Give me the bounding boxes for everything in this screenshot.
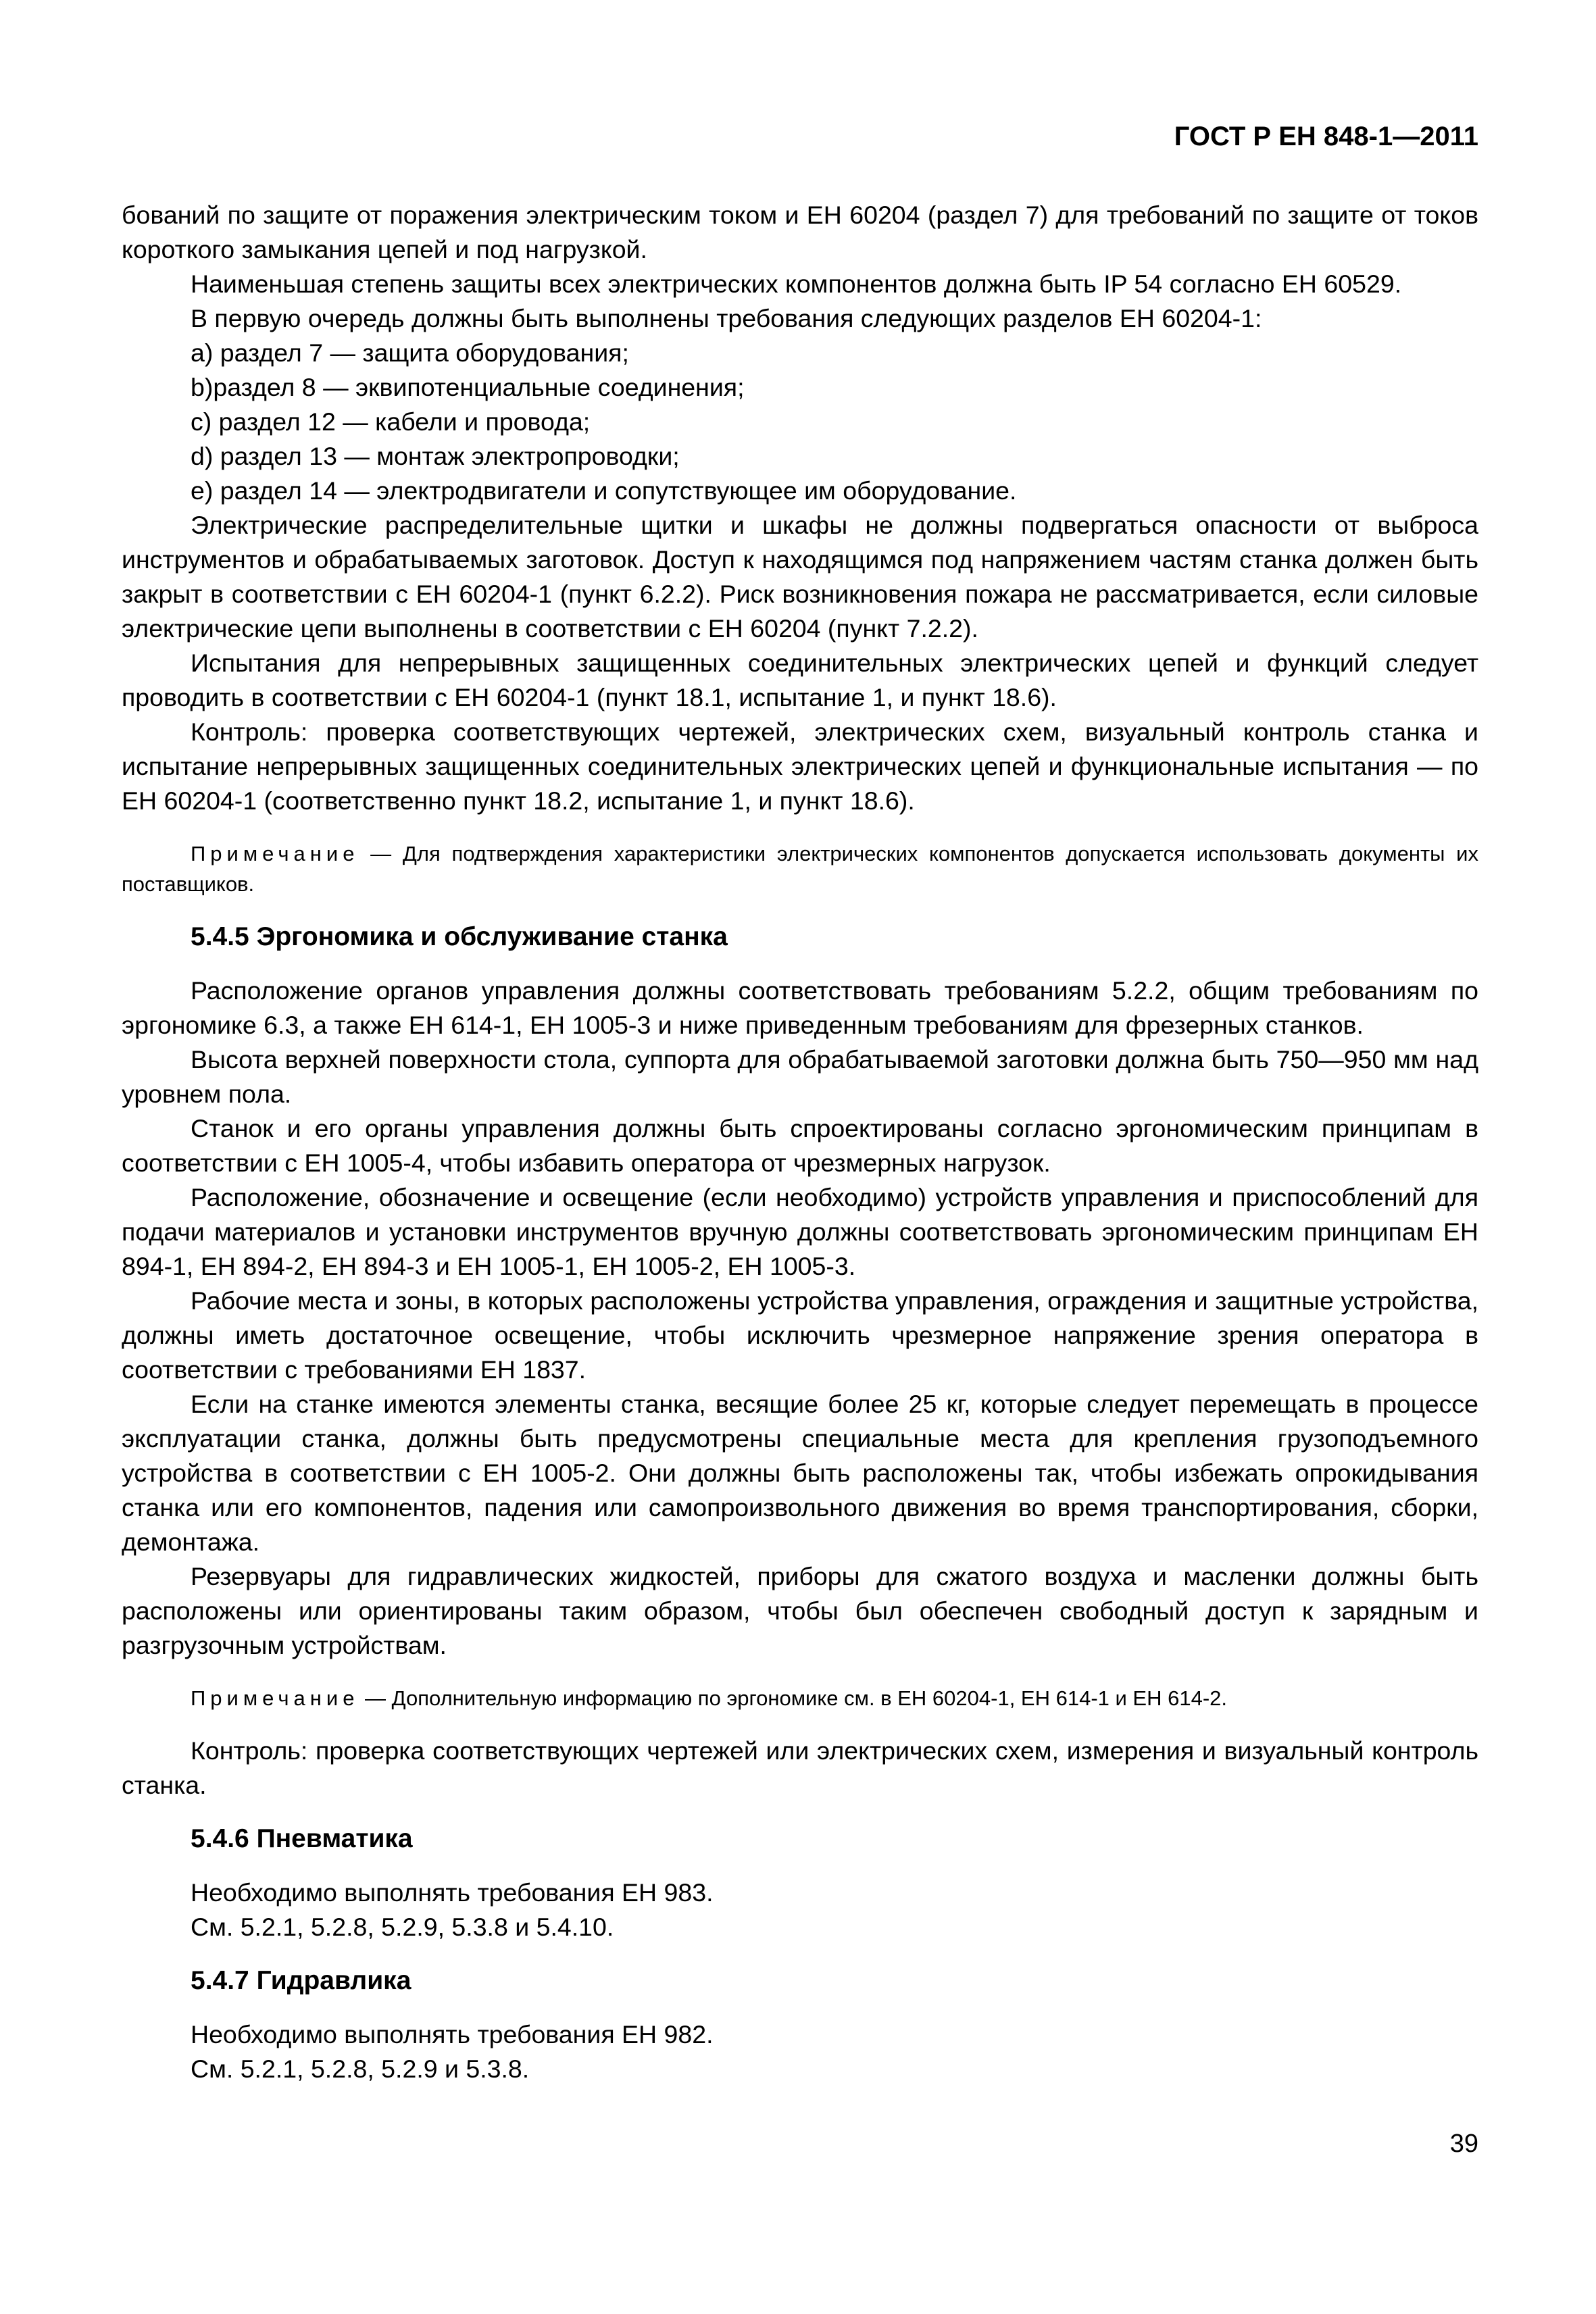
section-heading: 5.4.5 Эргономика и обслуживание станка xyxy=(191,922,728,951)
list-item: d) раздел 13 — монтаж электропроводки; xyxy=(191,442,680,470)
paragraph: Расположение органов управления должны соответствовать требованиям 5.2.2, общим требованиям по эргономике 6.3, а также ЕН 614-1, ЕН 1005-3 и ниже приведенным требованиям для фрезерных станков. xyxy=(122,976,1478,1039)
paragraph: В первую очередь должны быть выполнены требования следующих разделов ЕН 60204-1: xyxy=(191,304,1262,332)
paragraph: Если на станке имеются элементы станка, весящие более 25 кг, которые следует перемещать в процессе эксплуатации станка, должны быть предусмотрены специальные места для крепления грузоподъемного устройства в соответствии с ЕН 1005-2. Они должны быть расположены так, чтобы избежать опрокидывания станка или его компонентов, падения или самопроизвольного движения во время транспортирования, сборки, демонтажа. xyxy=(122,1390,1478,1556)
paragraph: Необходимо выполнять требования ЕН 983. xyxy=(191,1878,714,1907)
paragraph: Контроль: проверка соответствующих чертежей, электрических схем, визуальный контроль станка и испытание непрерывных защищенных соединительных электрических цепей и функциональные испытания — по ЕН 60204-1 (соответственно пункт 18.2, испытание 1, и пункт 18.6). xyxy=(122,718,1478,815)
paragraph: См. 5.2.1, 5.2.8, 5.2.9 и 5.3.8. xyxy=(191,2055,530,2083)
paragraph: Расположение, обозначение и освещение (если необходимо) устройств управления и приспособлений для подачи материалов и установки инструментов вручную должны соответствовать эргономическим принципам ЕН 894-1, ЕН 894-2, ЕН 894-3 и ЕН 1005-1, ЕН 1005-2, ЕН 1005-3. xyxy=(122,1183,1478,1280)
page-body xyxy=(122,198,1478,2086)
paragraph: Контроль: проверка соответствующих чертежей или электрических схем, измерения и визуальный контроль станка. xyxy=(122,1736,1478,1799)
list-item: e) раздел 14 — электродвигатели и сопутствующее им оборудование. xyxy=(191,476,1017,505)
paragraph: бований по защите от поражения электрическим током и ЕН 60204 (раздел 7) для требований по защите от токов короткого замыкания цепей и под нагрузкой. xyxy=(122,201,1478,263)
paragraph: Резервуары для гидравлических жидкостей, приборы для сжатого воздуха и масленки должны быть расположены или ориентированы таким образом, чтобы был обеспечен свободный доступ к зарядным и разгрузочным устройствам. xyxy=(122,1562,1478,1659)
paragraph: Высота верхней поверхности стола, суппорта для обрабатываемой заготовки должна быть 750—950 мм над уровнем пола. xyxy=(122,1045,1478,1108)
note-label: Примечание xyxy=(191,1686,359,1710)
document-code-header: ГОСТ Р ЕН 848-1—2011 xyxy=(1174,122,1478,151)
note-text: — Дополнительную информацию по эргономике см. в ЕН 60204-1, ЕН 614-1 и ЕН 614-2. xyxy=(359,1686,1227,1710)
note xyxy=(122,1683,1478,1713)
paragraph: Испытания для непрерывных защищенных соединительных электрических цепей и функций следует проводить в соответствии с ЕН 60204-1 (пункт 18.1, испытание 1, и пункт 18.6). xyxy=(122,649,1478,711)
paragraph: Рабочие места и зоны, в которых расположены устройства управления, ограждения и защитные устройства, должны иметь достаточное освещение, чтобы исключить чрезмерное напряжение зрения оператора в соответствии с требованиями ЕН 1837. xyxy=(122,1286,1478,1384)
paragraph: См. 5.2.1, 5.2.8, 5.2.9, 5.3.8 и 5.4.10. xyxy=(191,1913,614,1941)
page-number: 39 xyxy=(1449,2130,1478,2158)
list-item: b)раздел 8 — эквипотенциальные соединения; xyxy=(191,373,745,401)
paragraph: Необходимо выполнять требования ЕН 982. xyxy=(191,2020,714,2048)
paragraph: Наименьшая степень защиты всех электрических компонентов должна быть IP 54 согласно ЕН 60529. xyxy=(191,270,1402,298)
section-heading: 5.4.7 Гидравлика xyxy=(191,1966,412,1995)
section-heading: 5.4.6 Пневматика xyxy=(191,1824,413,1853)
note-label: Примечание xyxy=(191,842,359,865)
list-item: a) раздел 7 — защита оборудования; xyxy=(191,338,629,367)
paragraph: Электрические распределительные щитки и шкафы не должны подвергаться опасности от выброса инструментов и обрабатываемых заготовок. Доступ к находящимся под напряжением частям станка должен быть закрыт в соответствии с ЕН 60204-1 (пункт 6.2.2). Риск возникновения пожара не рассматривается, если силовые электрические цепи выполнены в соответствии с ЕН 60204 (пункт 7.2.2). xyxy=(122,511,1478,643)
note-text: — Для подтверждения характеристики электрических компонентов допускается использовать документы их поставщиков. xyxy=(122,842,1478,896)
paragraph: Станок и его органы управления должны быть спроектированы согласно эргономическим принципам в соответствии с ЕН 1005-4, чтобы избавить оператора от чрезмерных нагрузок. xyxy=(122,1114,1478,1177)
note xyxy=(122,838,1478,899)
list-item: c) раздел 12 — кабели и провода; xyxy=(191,407,591,436)
